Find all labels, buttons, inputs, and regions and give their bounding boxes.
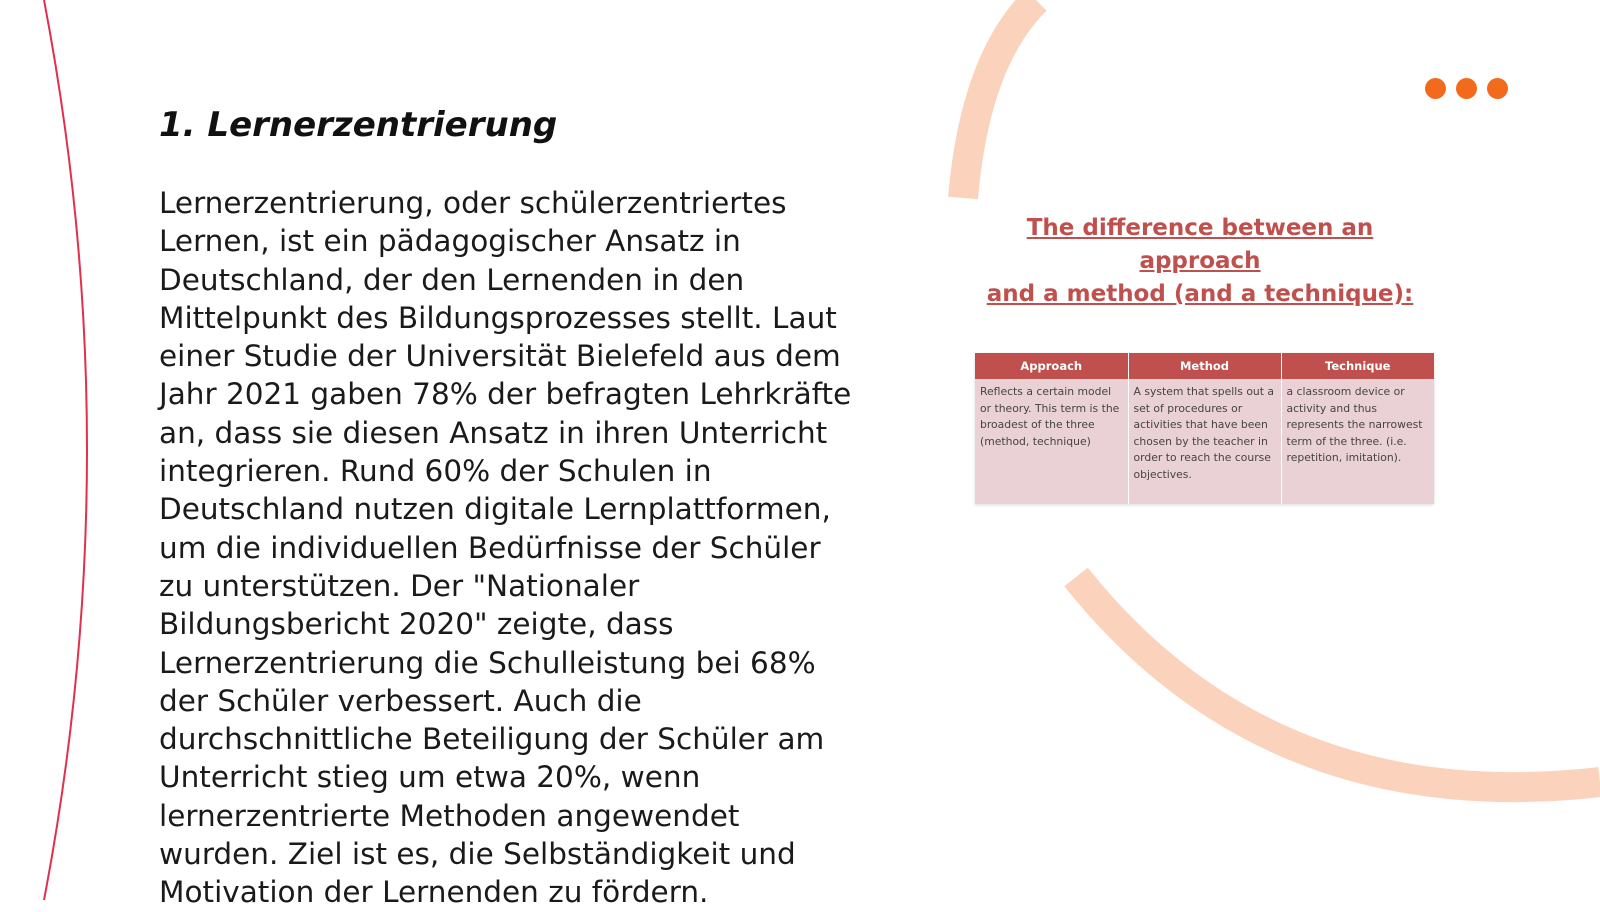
dot-1	[1425, 78, 1446, 99]
image-caption-line-1: The difference between an approach	[1026, 215, 1374, 274]
table-header-row	[975, 353, 1434, 379]
cell-method: A system that spells out a set of procedures or activities that have been chosen by the teacher in order to reach the course objectives.	[1128, 379, 1281, 504]
header-technique: Technique	[1281, 353, 1434, 379]
slide-body-text: Lernerzentrierung, oder schülerzentriertes Lernen, ist ein pädagogischer Ansatz in Deutschland, der den Lernenden in den Mittelpunkt des Bildungsprozesses stellt. Laut einer Studie der Universität Bielefeld aus dem Jahr 2021 gaben 78% der befragten Lehrkräfte an, dass sie diesen Ansatz in ihren Unterricht integrieren. Rund 60% der Schulen in Deutschland nutzen digitale Lernplattformen, um die individuellen Bedürfnisse der Schüler zu unterstützen. Der "Nationaler Bildungsbericht 2020" zeigte, dass Lernerzentrierung die Schulleistung bei 68% der Schüler verbessert. Auch die durchschnittliche Beteiligung der Schüler am Unterricht stieg um etwa 20%, wenn lernerzentrierte Methoden angewendet wurden. Ziel ist es, die Selbständigkeit und Motivation der Lernenden zu fördern.	[159, 186, 852, 910]
header-method: Method	[1128, 353, 1281, 379]
dot-2	[1456, 78, 1477, 99]
decorative-arc-bottom	[1076, 577, 1600, 787]
header-approach: Approach	[975, 353, 1128, 379]
comparison-table	[975, 353, 1434, 504]
image-caption	[975, 212, 1425, 311]
cell-technique: a classroom device or activity and thus represents the narrowest term of the three. (i.e. repetition, imitation).	[1286, 385, 1423, 464]
slide-heading: 1. Lernerzentrierung	[159, 105, 558, 145]
more-dots-icon	[1425, 78, 1508, 99]
table-row	[975, 379, 1434, 504]
dot-3	[1487, 78, 1508, 99]
image-caption-line-2: and a method (and a technique):	[986, 281, 1414, 307]
decorative-arc-top	[963, 0, 1036, 198]
left-red-curve	[44, 0, 87, 900]
cell-approach: Reflects a certain model or theory. This term is the broadest of the three (method, technique)	[975, 379, 1128, 504]
